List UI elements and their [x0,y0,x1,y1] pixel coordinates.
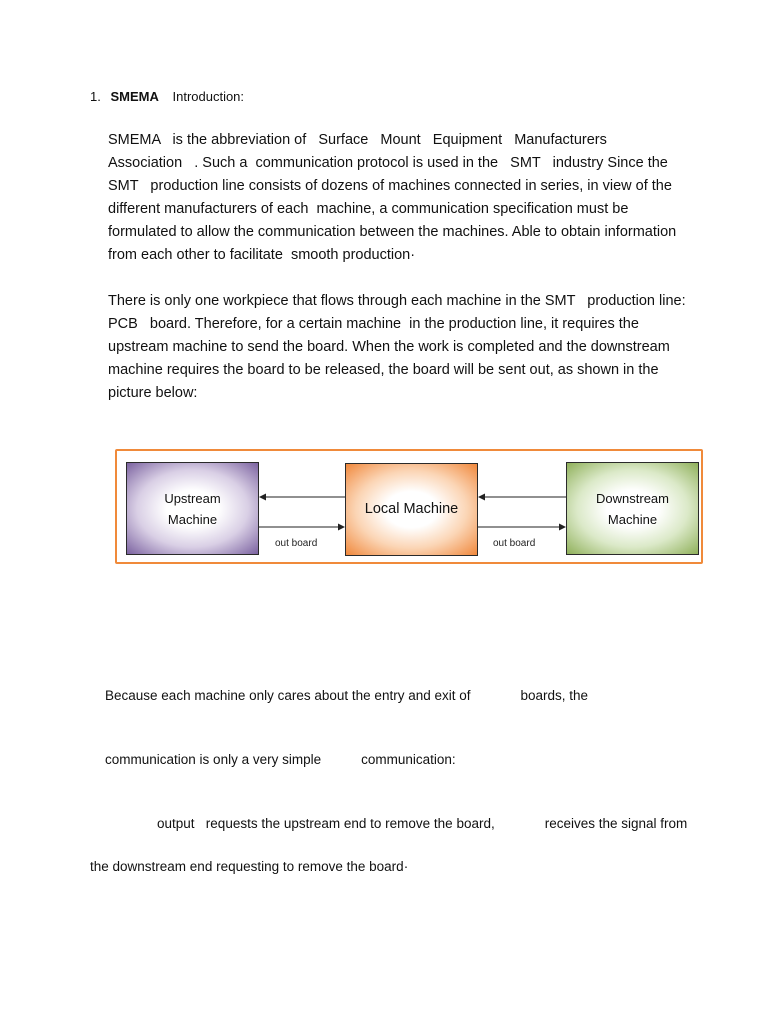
out-board-label-right: out board [493,538,536,549]
paragraph-line: There is only one workpiece that flows through each machine in the SMT production line: [108,293,686,309]
downstream-label-line: Downstream [596,490,669,506]
paragraph-line: different manufacturers of each machine, a communication specification must be [108,201,629,217]
paragraph-line: from each other to facilitate smooth production· [108,247,416,263]
workpiece-paragraph [108,290,733,405]
section-title-bold: SMEMA [110,89,159,104]
paragraph-line: PCB board. Therefore, for a certain machine in the production line, it requires the [108,316,639,332]
paragraph-line: SMT production line consists of dozens of machines connected in series, in view of the [108,178,672,194]
paragraph-line [90,664,730,728]
flow-arrows [117,451,705,566]
text-fragment: output requests the upstream end to remove the board, [157,816,495,832]
text-fragment: receives the signal from [544,816,688,832]
paragraph-line: upstream machine to send the board. When the work is completed and the downstream [108,339,670,355]
upstream-label-line: Machine [167,511,218,527]
section-title-rest: Introduction: [172,89,245,104]
paragraph-line: Association . Such a communication protocol is used in the SMT industry Since the [108,155,668,171]
downstream-label-line: Machine [607,511,658,527]
communication-paragraph [90,664,730,877]
paragraph-line [90,792,730,856]
text-fragment: communication: [361,752,456,768]
paragraph-line: formulated to allow the communication between the machines. Able to obtain information [108,224,677,240]
paragraph-line: the downstream end requesting to remove the board· [90,858,409,874]
machine-flow-diagram [115,449,703,564]
out-board-label-left: out board [275,538,318,549]
paragraph-line [90,728,730,792]
text-fragment: boards, the [520,688,589,704]
section-number: 1. [90,89,101,104]
paragraph-line: picture below: [108,385,198,401]
text-fragment: Because each machine only cares about the entry and exit of [105,688,471,704]
paragraph-line: SMEMA is the abbreviation of Surface Mount Equipment Manufacturers [108,132,607,148]
text-fragment: communication is only a very simple [105,752,322,768]
upstream-label-line: Upstream [164,490,221,506]
intro-paragraph [108,129,733,267]
section-heading [90,89,244,105]
local-machine-label: Local Machine [364,501,459,517]
paragraph-line: machine requires the board to be released, the board will be sent out, as shown in the [108,362,659,378]
